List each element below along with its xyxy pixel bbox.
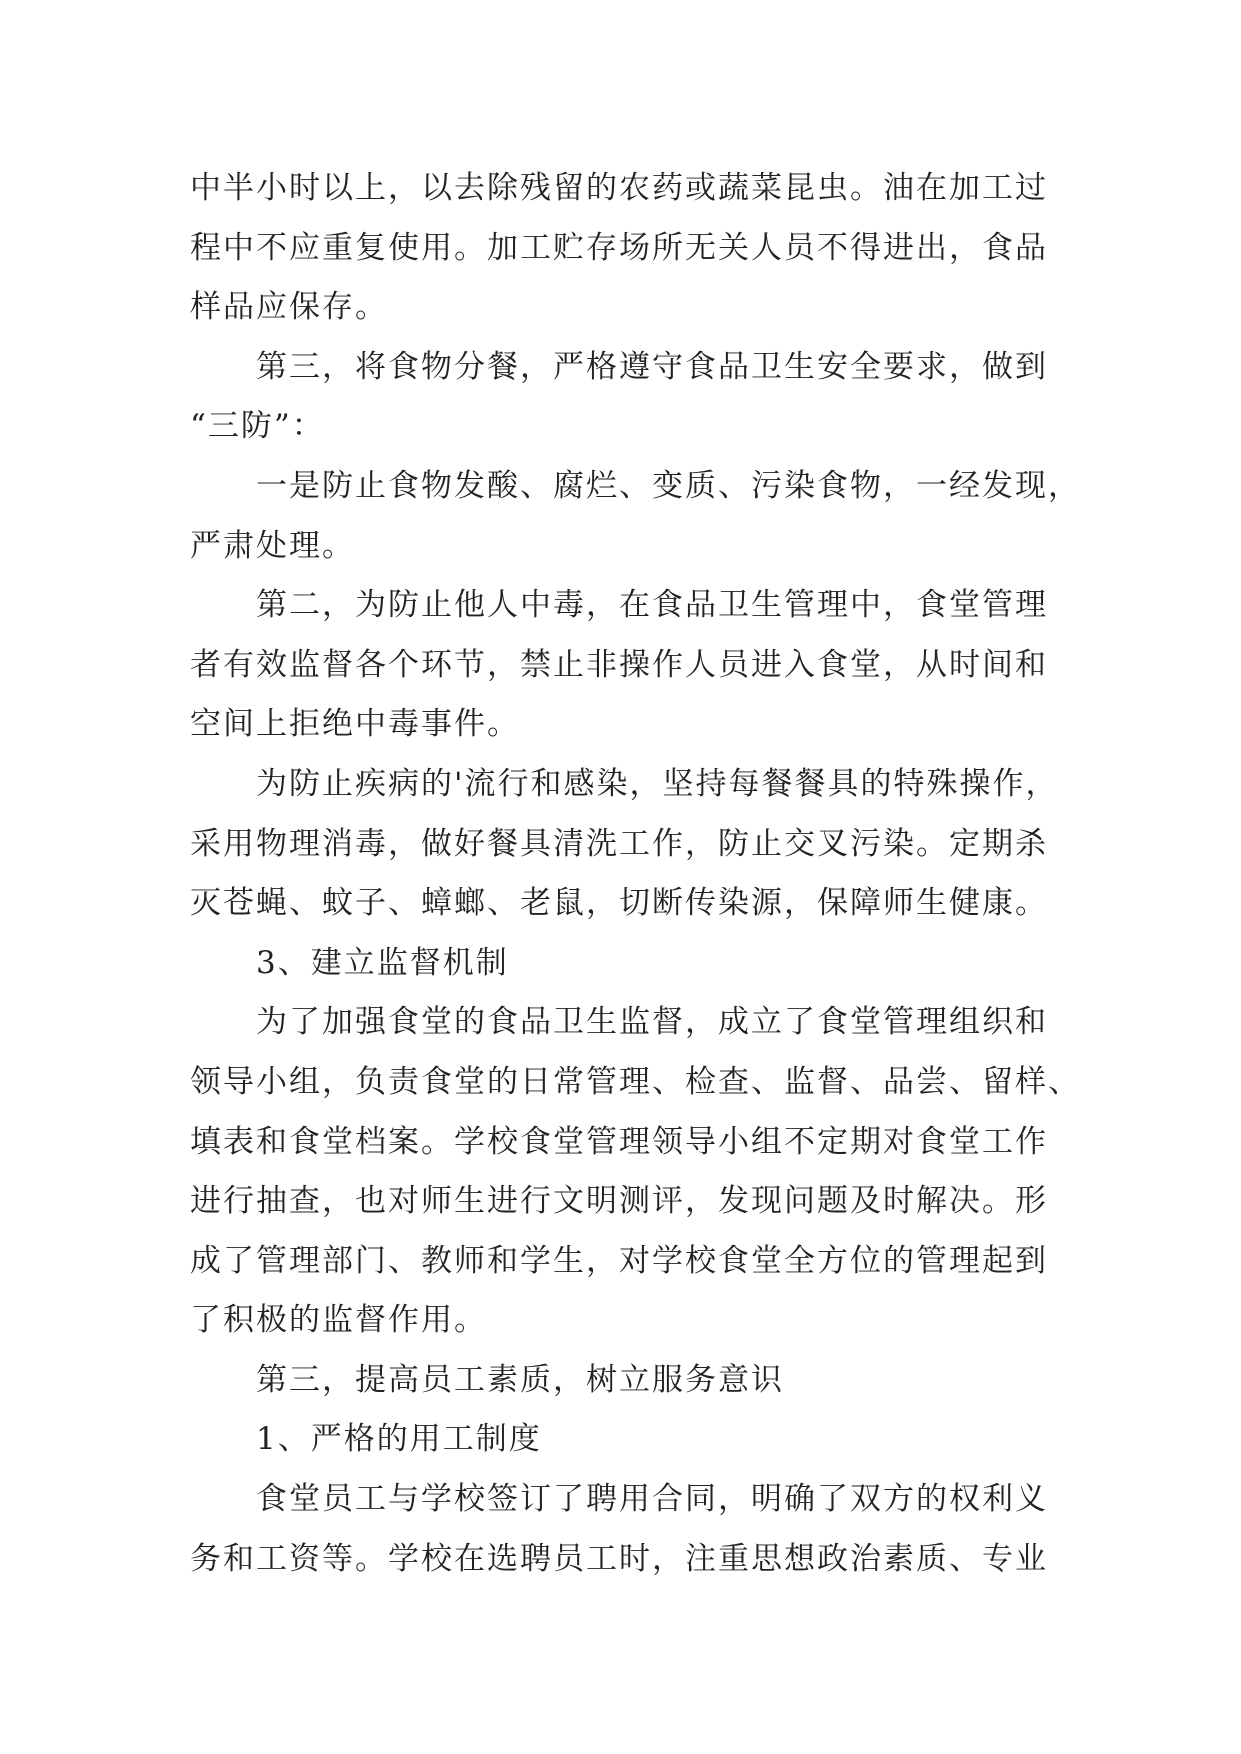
text-line: 样品应保存。 (190, 289, 388, 326)
text-line: “三防”： (190, 408, 325, 445)
text-line: 空间上拒绝中毒事件。 (190, 706, 520, 743)
text-line: 1、严格的用工制度 (256, 1421, 542, 1458)
text-line: 中半小时以上，以去除残留的农药或蔬菜昆虫。油在加工过 (190, 170, 1048, 206)
text-line: 务和工资等。学校在选聘员工时，注重思想政治素质、专业 (190, 1540, 1048, 1577)
text-line: 食堂员工与学校签订了聘用合同，明确了双方的权利义 (256, 1481, 1048, 1518)
text-line: 了积极的监督作用。 (190, 1302, 487, 1339)
text-line: 程中不应重复使用。加工贮存场所无关人员不得进出，食品 (190, 229, 1048, 266)
text-line: 灭苍蝇、蚊子、蟑螂、老鼠，切断传染源，保障师生健康。 (190, 885, 1048, 922)
text-line: 为防止疾病的'流行和感染，坚持每餐餐具的特殊操作， (256, 765, 1059, 802)
text-line: 第二，为防止他人中毒，在食品卫生管理中，食堂管理 (256, 587, 1048, 624)
text-line: 成了管理部门、教师和学生，对学校食堂全方位的管理起到 (190, 1242, 1048, 1279)
text-line: 第三，提高员工素质，树立服务意识 (256, 1361, 784, 1398)
text-line: 者有效监督各个环节，禁止非操作人员进入食堂，从时间和 (190, 646, 1048, 683)
text-line: 一是防止食物发酸、腐烂、变质、污染食物，一经发现， (256, 467, 1081, 504)
text-line: 3、建立监督机制 (256, 944, 509, 981)
text-line: 严肃处理。 (190, 527, 355, 564)
text-line: 填表和食堂档案。学校食堂管理领导小组不定期对食堂工作 (190, 1123, 1048, 1160)
text-line: 领导小组，负责食堂的日常管理、检查、监督、品尝、留样、 (190, 1063, 1081, 1100)
text-line: 为了加强食堂的食品卫生监督，成立了食堂管理组织和 (256, 1004, 1048, 1041)
text-line: 第三，将食物分餐，严格遵守食品卫生安全要求，做到 (256, 348, 1048, 385)
text-line: 采用物理消毒，做好餐具清洗工作，防止交叉污染。定期杀 (190, 825, 1048, 862)
document-body (190, 159, 1080, 1589)
text-line: 进行抽查，也对师生进行文明测评，发现问题及时解决。形 (190, 1183, 1048, 1220)
